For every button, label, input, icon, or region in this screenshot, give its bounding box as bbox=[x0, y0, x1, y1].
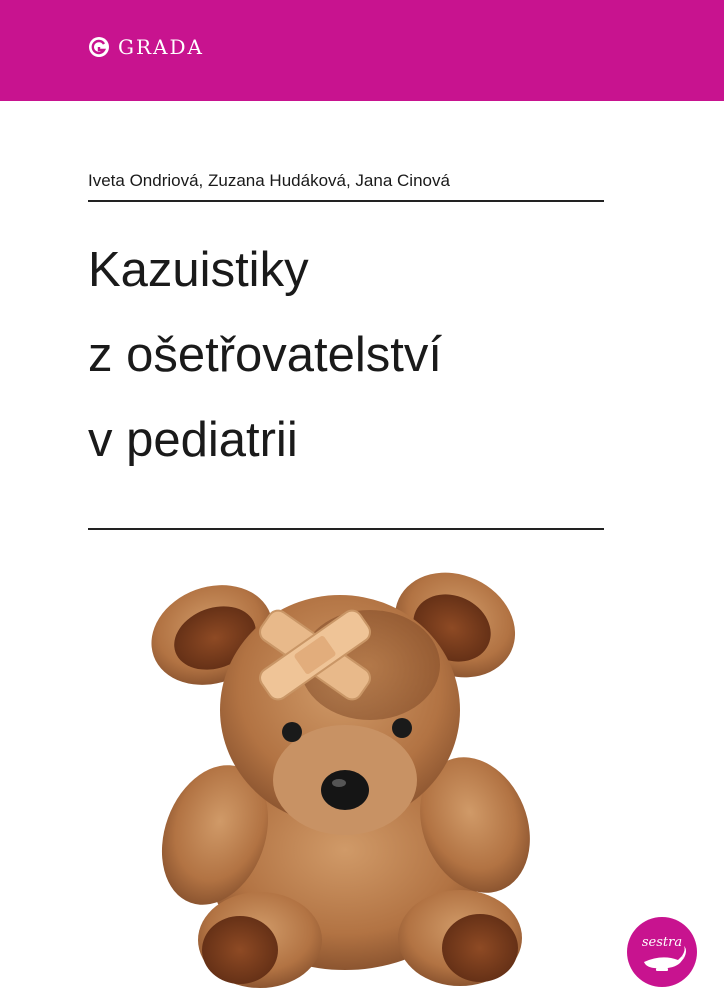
divider-bottom bbox=[88, 528, 604, 530]
series-badge-label: sestra bbox=[641, 935, 683, 950]
publisher-band bbox=[0, 0, 724, 101]
title-line-1: Kazuistiky bbox=[88, 243, 309, 297]
title-line-2: z ošetřovatelství bbox=[88, 328, 443, 382]
bear-right-eye bbox=[392, 718, 412, 738]
authors: Iveta Ondriová, Zuzana Hudáková, Jana Cinová bbox=[88, 171, 450, 190]
bear-nose-highlight bbox=[332, 779, 346, 787]
publisher-name: GRADA bbox=[118, 35, 204, 59]
bear-left-eye bbox=[282, 722, 302, 742]
bear-nose bbox=[321, 770, 369, 810]
bear-right-paw bbox=[442, 914, 518, 982]
bear-left-paw bbox=[202, 916, 278, 984]
book-title bbox=[88, 228, 442, 483]
divider-top bbox=[88, 200, 604, 202]
sestra-series-badge bbox=[626, 916, 698, 988]
title-line-3: v pediatrii bbox=[88, 413, 298, 467]
teddy-bear-illustration bbox=[140, 570, 560, 995]
publisher-logo bbox=[88, 35, 204, 59]
grada-logo-icon bbox=[88, 36, 110, 58]
